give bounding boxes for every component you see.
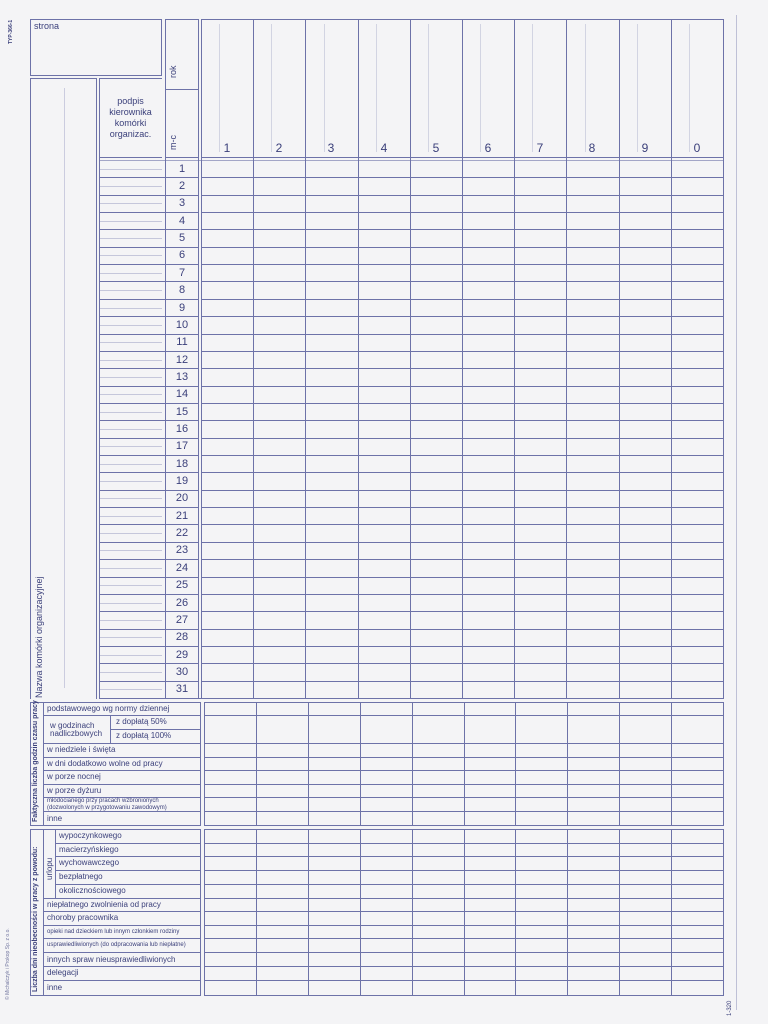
row-inne-2: inne <box>47 983 63 992</box>
grid-line <box>308 702 309 826</box>
day-number: 9 <box>178 302 186 314</box>
day-number: 14 <box>175 388 189 400</box>
row-porze-dyzuru: w porze dyżuru <box>47 786 102 795</box>
grid-line <box>99 446 162 447</box>
grid-line <box>532 24 533 152</box>
row-okolicznosciowego: okolicznościowego <box>59 886 126 895</box>
grid-line <box>99 412 162 413</box>
row-doplata-100: z dopłatą 100% <box>116 731 172 740</box>
grid-line <box>567 829 568 996</box>
grid-line <box>99 299 199 300</box>
column-number: 0 <box>693 141 701 155</box>
grid-line <box>99 620 162 621</box>
grid-line <box>201 299 723 300</box>
grid-line <box>514 19 515 699</box>
podpis-line-3: komórki <box>114 118 147 128</box>
nazwa-komorki-label: Nazwa komórki organizacyjnej <box>34 576 44 698</box>
grid-line <box>99 568 162 569</box>
grid-line <box>99 429 162 430</box>
grid-line <box>567 702 568 826</box>
grid-line <box>201 247 723 248</box>
grid-line <box>201 681 723 682</box>
grid-line <box>99 212 199 213</box>
grid-line <box>201 264 723 265</box>
column-number: 4 <box>380 141 388 155</box>
urlopu-label: urlopu <box>45 857 54 880</box>
row-dni-wolne: w dni dodatkowo wolne od pracy <box>47 759 163 768</box>
grid-line <box>201 611 723 612</box>
grid-line <box>43 743 201 744</box>
publisher-note: © Michalczyk i Prokop Sp. z o.o. <box>5 928 11 1000</box>
grid-line <box>201 577 723 578</box>
row-bezplatnego: bezpłatnego <box>59 872 103 881</box>
grid-line <box>99 255 162 256</box>
day-number: 31 <box>175 683 189 695</box>
grid-line <box>410 19 411 699</box>
grid-line <box>305 19 306 699</box>
grid-line <box>99 464 162 465</box>
strona-label: strona <box>34 21 60 31</box>
grid-line <box>55 884 201 885</box>
grid-line <box>515 829 516 996</box>
grid-line <box>55 843 201 844</box>
form-footer-code: 1-320 <box>727 1000 733 1016</box>
grid-line <box>99 386 199 387</box>
column-number: 5 <box>432 141 440 155</box>
grid-line <box>201 542 723 543</box>
column-number: 8 <box>588 141 596 155</box>
grid-line <box>43 911 201 912</box>
grid-line <box>55 870 201 871</box>
grid-line <box>99 646 199 647</box>
grid-line <box>99 481 162 482</box>
row-niedziele: w niedziele i święta <box>47 745 116 754</box>
day-number: 5 <box>178 232 186 244</box>
grid-line <box>99 403 199 404</box>
grid-line <box>201 212 723 213</box>
day-number: 2 <box>178 180 186 192</box>
grid-line <box>99 533 162 534</box>
row-doplata-50: z dopłatą 50% <box>116 717 167 726</box>
grid-line <box>201 403 723 404</box>
grid-line <box>253 19 254 699</box>
grid-line <box>201 629 723 630</box>
podpis-label <box>99 96 162 140</box>
grid-line <box>43 784 201 785</box>
grid-line <box>462 19 463 699</box>
day-number: 20 <box>175 492 189 504</box>
grid-line <box>110 729 201 730</box>
day-number: 1 <box>178 163 186 175</box>
grid-line <box>637 24 638 152</box>
grid-line <box>99 629 199 630</box>
day-number: 16 <box>175 423 189 435</box>
grid-line <box>99 203 162 204</box>
grid-line <box>201 455 723 456</box>
grid-line <box>99 577 199 578</box>
grid-line <box>99 550 162 551</box>
row-usprawiedliwionych: usprawiedliwionych (do odpracowania lub niepłatne) <box>47 942 186 948</box>
grid-line <box>201 420 723 421</box>
grid-line <box>99 177 199 178</box>
grid-line <box>99 308 162 309</box>
grid-line <box>99 603 162 604</box>
grid-line <box>219 24 220 152</box>
grid-line <box>99 559 199 560</box>
grid-line <box>99 351 199 352</box>
column-number: 7 <box>536 141 544 155</box>
form-code: TYP-366-1 <box>8 19 14 44</box>
grid-line <box>99 455 199 456</box>
grid-line <box>619 829 620 996</box>
grid-line <box>43 925 201 926</box>
grid-line <box>201 490 723 491</box>
grid-line <box>43 770 201 771</box>
grid-line <box>201 229 723 230</box>
row-wypoczynkowego: wypoczynkowego <box>59 831 122 840</box>
grid-line <box>99 490 199 491</box>
grid-line <box>99 264 199 265</box>
day-number: 4 <box>178 215 186 227</box>
grid-line <box>99 594 199 595</box>
grid-line <box>99 498 162 499</box>
podpis-line-2: kierownika <box>109 107 152 117</box>
day-number: 7 <box>178 267 186 279</box>
row-innych-spraw: innych spraw nieusprawiedliwionych <box>47 955 176 964</box>
mc-label: m-c <box>168 135 178 150</box>
grid-line <box>464 702 465 826</box>
row-choroby: choroby pracownika <box>47 913 119 922</box>
grid-line <box>43 980 201 981</box>
grid-line <box>43 898 201 899</box>
day-number: 28 <box>175 631 189 643</box>
podpis-line-1: podpis <box>117 96 144 106</box>
grid-line <box>256 829 257 996</box>
grid-line <box>55 856 201 857</box>
row-porze-nocnej: w porze nocnej <box>47 772 101 781</box>
grid-line <box>43 952 201 953</box>
grid-line <box>99 316 199 317</box>
day-number: 19 <box>175 475 189 487</box>
section2-vertical-label: Liczba dni nieobecności w pracy z powodu: <box>32 846 39 992</box>
grid-line <box>671 702 672 826</box>
grid-line <box>43 966 201 967</box>
grid-line <box>99 585 162 586</box>
grid-line <box>99 524 199 525</box>
grid-line <box>201 472 723 473</box>
grid-line <box>99 542 199 543</box>
column-number: 2 <box>275 141 283 155</box>
grid-line <box>324 24 325 152</box>
day-number: 11 <box>176 336 188 348</box>
grid-line <box>201 316 723 317</box>
grid-line <box>201 334 723 335</box>
column-number: 3 <box>327 141 335 155</box>
grid-line <box>99 472 199 473</box>
grid-line <box>464 829 465 996</box>
row-nadliczbowe-2: nadliczbowych <box>50 729 103 738</box>
day-number: 13 <box>175 371 189 383</box>
grid-line <box>43 938 201 939</box>
section1-vertical-label: Faktyczna liczba godzin czasu pracy <box>32 700 39 822</box>
grid-line <box>99 672 162 673</box>
grid-line <box>99 507 199 508</box>
grid-line <box>376 24 377 152</box>
day-number: 15 <box>175 406 189 418</box>
grid-line <box>99 221 162 222</box>
grid-line <box>271 24 272 152</box>
grid-line <box>99 611 199 612</box>
row-mlodocianego-2: (dozwolonych w przygotowaniu zawodowym) <box>47 805 167 811</box>
day-number: 21 <box>175 510 189 522</box>
grid-line <box>619 19 620 699</box>
grid-line <box>201 663 723 664</box>
grid-line <box>585 24 586 152</box>
grid-line <box>99 360 162 361</box>
day-number: 29 <box>175 649 189 661</box>
row-nadliczbowe-1: w godzinach <box>50 721 95 730</box>
row-mlodocianego-1: młodocianego przy pracach wzbronionych <box>47 798 159 804</box>
grid-line <box>99 394 162 395</box>
row-podstawowego: podstawowego wg normy dziennej <box>47 704 170 713</box>
grid-line <box>201 386 723 387</box>
grid-line <box>43 757 201 758</box>
grid-line <box>99 238 162 239</box>
grid-line <box>308 829 309 996</box>
grid-line <box>99 438 199 439</box>
column-number: 6 <box>484 141 492 155</box>
grid-line <box>566 19 567 699</box>
grid-line <box>201 195 723 196</box>
day-number: 30 <box>175 666 189 678</box>
grid-line <box>360 829 361 996</box>
day-number: 3 <box>178 197 186 209</box>
grid-line <box>99 342 162 343</box>
day-number: 17 <box>175 440 189 452</box>
day-number: 6 <box>178 249 186 261</box>
grid-line <box>201 281 723 282</box>
grid-line <box>99 273 162 274</box>
grid-line <box>201 594 723 595</box>
grid-line <box>201 368 723 369</box>
grid-line <box>619 702 620 826</box>
day-number: 22 <box>175 527 189 539</box>
row-delegacji: delegacji <box>47 968 79 977</box>
grid-line <box>99 169 162 170</box>
grid-line <box>360 702 361 826</box>
grid-line <box>99 160 724 161</box>
grid-line <box>99 637 162 638</box>
day-number: 25 <box>175 579 189 591</box>
grid-line <box>99 247 199 248</box>
grid-line <box>515 702 516 826</box>
grid-line <box>99 663 199 664</box>
day-number: 12 <box>175 354 189 366</box>
grid-line <box>689 24 690 152</box>
grid-line <box>201 559 723 560</box>
rok-label: rok <box>168 65 178 78</box>
row-inne-1: inne <box>47 814 63 823</box>
grid-line <box>99 655 162 656</box>
podpis-line-4: organizac. <box>109 129 152 139</box>
grid-line <box>201 438 723 439</box>
grid-line <box>99 186 162 187</box>
day-number: 24 <box>175 562 189 574</box>
grid-line <box>99 377 162 378</box>
grid-line <box>99 368 199 369</box>
grid-line <box>43 715 201 716</box>
day-number: 23 <box>175 544 189 556</box>
grid-line <box>99 229 199 230</box>
grid-line <box>201 351 723 352</box>
row-macierzynskiego: macierzyńskiego <box>59 845 119 854</box>
day-number: 8 <box>178 284 186 296</box>
row-opieki: opieki nad dzieckiem lub innym członkiem rodziny <box>47 929 180 935</box>
day-number: 10 <box>175 319 189 331</box>
grid-line <box>671 829 672 996</box>
grid-line <box>201 507 723 508</box>
grid-line <box>201 524 723 525</box>
grid-line <box>99 516 162 517</box>
grid-line <box>412 829 413 996</box>
grid-line <box>99 325 162 326</box>
grid-line <box>99 334 199 335</box>
grid-line <box>99 290 162 291</box>
day-number: 27 <box>175 614 189 626</box>
row-wychowawczego: wychowawczego <box>59 858 120 867</box>
grid-line <box>201 177 723 178</box>
grid-line <box>671 19 672 699</box>
grid-line <box>256 702 257 826</box>
grid-line <box>480 24 481 152</box>
grid-line <box>99 281 199 282</box>
column-number: 1 <box>223 141 231 155</box>
column-number: 9 <box>641 141 649 155</box>
grid-line <box>358 19 359 699</box>
day-number: 18 <box>175 458 189 470</box>
grid-line <box>99 689 162 690</box>
row-nieplatnego: niepłatnego zwolnienia od pracy <box>47 900 161 909</box>
grid-line <box>99 420 199 421</box>
grid-line <box>99 681 199 682</box>
grid-line <box>201 646 723 647</box>
grid-line <box>99 195 199 196</box>
grid-line <box>428 24 429 152</box>
day-number: 26 <box>175 597 189 609</box>
grid-line <box>412 702 413 826</box>
